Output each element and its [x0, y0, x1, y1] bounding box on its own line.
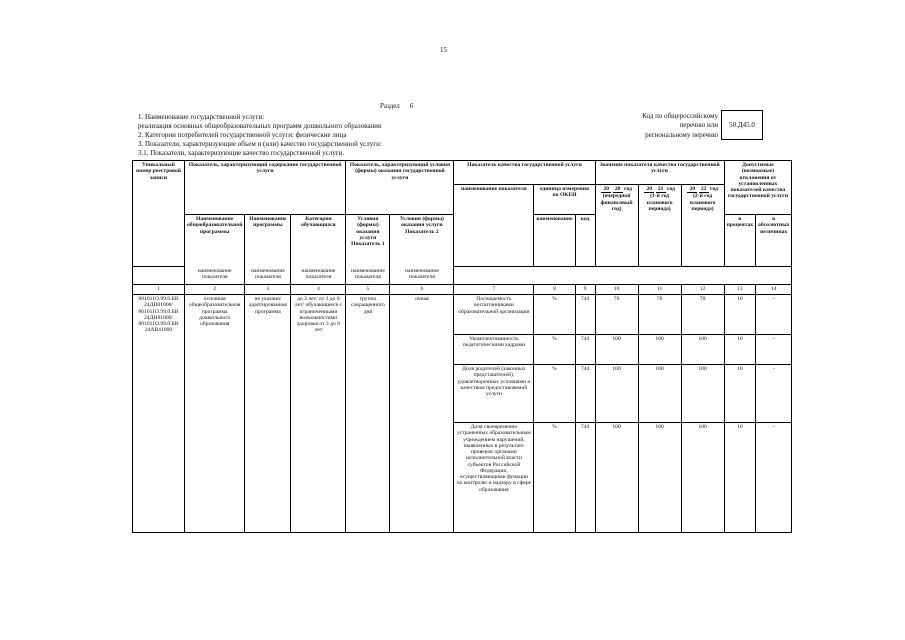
- unit: %: [534, 423, 575, 533]
- form-value: очная: [390, 295, 454, 533]
- value-year-1: 100: [595, 335, 638, 365]
- unit: %: [534, 335, 575, 365]
- column-number: 9: [575, 285, 595, 295]
- category-value: до 3 лет/ от 3 до 8 лет/ обучающиеся с ограниченными возможностями здоровья от 3 до 8 лет: [291, 295, 346, 533]
- value-year-2: 100: [638, 335, 681, 365]
- page-number: 15: [440, 46, 447, 54]
- header-quality-values: Значение показателя качества государственной услуги: [595, 161, 724, 185]
- value-year-1: 70: [595, 295, 638, 335]
- quality-indicators-heading: 3.1. Показатели, характеризующие качество государственной услуги.: [138, 149, 345, 157]
- indicators-heading: 3. Показатели, характеризующие объем и (или) качество государственной услуги:: [138, 140, 382, 148]
- header-content-indicator: Показатель, характеризующий содержание государственной услуги: [185, 161, 346, 215]
- unit: %: [534, 365, 575, 423]
- value-year-2: 100: [638, 365, 681, 423]
- unit: %: [534, 295, 575, 335]
- header-condition-indicator: Показатель, характеризующий условия (формы) оказания государственной услуги: [346, 161, 454, 215]
- header-percent: в процентах: [724, 215, 755, 267]
- indicator-name-label-3: наименование показателя: [245, 267, 291, 285]
- column-number: 7: [454, 285, 534, 295]
- header-year-2: 20 21 год (1-й год планового периода): [638, 185, 681, 267]
- value-year-3: 70: [681, 295, 724, 335]
- service-name-label: 1. Наименование государственной услуги:: [138, 113, 265, 121]
- deviation-absolute: -: [756, 365, 792, 423]
- indicator-name-label-2: наименование показателя: [185, 267, 245, 285]
- value-year-3: 100: [681, 335, 724, 365]
- program-name-value: не указано/ адаптированная программа: [245, 295, 291, 533]
- value-year-3: 100: [681, 365, 724, 423]
- section-label: Раздел: [380, 102, 400, 110]
- header-year-1: 20 20 год (очередной финансовый год): [595, 185, 638, 267]
- registry-code-box: 50.Д45.0: [721, 110, 763, 140]
- header-indicator-name: наименование показателя: [454, 185, 534, 267]
- column-number: 5: [346, 285, 390, 295]
- value-year-2: 100: [638, 423, 681, 533]
- unit-code: 744: [575, 295, 595, 335]
- unit-code: 744: [575, 365, 595, 423]
- registry-codes: 801011О.99.0.БВ 24ДП01000/ 801011О.99.0.БВ 24ДН81000/ 801011О.99.0.БВ 24АВ41000: [133, 295, 185, 533]
- column-number: 12: [681, 285, 724, 295]
- header-year-3: 20 22 год (2-й год планового периода): [681, 185, 724, 267]
- deviation-absolute: -: [756, 295, 792, 335]
- indicator-name: Доля своевременно устраненных образовательным учреждением нарушений, выявленных в результате проверок органами исполнительной власти субъектов Российской Федерации, осуществляющими функции по контролю и надзору в сфере образования: [454, 423, 534, 533]
- header-form-1: Условия (формы) оказания услуги Показатель 1: [346, 215, 390, 267]
- deviation-percent: 10: [724, 295, 755, 335]
- deviation-absolute: -: [756, 335, 792, 365]
- code-label-3: региональному перечню: [645, 131, 718, 139]
- column-number: 11: [638, 285, 681, 295]
- header-program-name: Наименование общеобразовательной программы: [185, 215, 245, 267]
- deviation-percent: 10: [724, 365, 755, 423]
- value-year-1: 100: [595, 423, 638, 533]
- header-unit-code: код: [575, 215, 595, 267]
- deviation-absolute: -: [756, 423, 792, 533]
- unit-code: 744: [575, 335, 595, 365]
- code-label-1: Код по общероссийскому: [642, 112, 718, 120]
- header-unit: единица измерения по ОКЕИ: [534, 185, 595, 215]
- code-label-2: перечню или: [679, 121, 718, 129]
- header-absolute: в абсолютных величинах: [756, 215, 792, 267]
- value-year-1: 100: [595, 365, 638, 423]
- indicator-name: Доля родителей (законных представителей), удовлетворенных условиями и качеством предоставляемой услуги: [454, 365, 534, 423]
- column-number: 6: [390, 285, 454, 295]
- column-number: 4: [291, 285, 346, 295]
- indicator-name-label-4: наименование показателя: [291, 267, 346, 285]
- unit-code: 744: [575, 423, 595, 533]
- header-unit-name: наименование: [534, 215, 575, 267]
- indicator-name: Укомплектованность педагогическими кадрами: [454, 335, 534, 365]
- header-category: Категория обучающихся: [291, 215, 346, 267]
- deviation-percent: 10: [724, 335, 755, 365]
- column-number: 10: [595, 285, 638, 295]
- section-number: 6: [409, 102, 414, 110]
- deviation-percent: 10: [724, 423, 755, 533]
- service-name: реализация основных общеобразовательных программ дошкольного образования: [138, 122, 382, 130]
- column-number: 8: [534, 285, 575, 295]
- column-number: 2: [185, 285, 245, 295]
- indicator-name-label-6: наименование показателя: [390, 267, 454, 285]
- column-number: 14: [756, 285, 792, 295]
- header-spacer-right: [454, 267, 792, 285]
- value-year-2: 70: [638, 295, 681, 335]
- consumer-category: 2. Категории потребителей государственной услуги: физические лица: [138, 131, 347, 139]
- table-row: [133, 295, 792, 335]
- section-heading: [380, 102, 413, 110]
- header-form-2: Условия (формы) оказания услуги Показатель 2: [390, 215, 454, 267]
- column-number: 1: [133, 285, 185, 295]
- indicator-name: Посещаемость воспитанниками образовательной организации: [454, 295, 534, 335]
- column-number: 13: [724, 285, 755, 295]
- column-number: 3: [245, 285, 291, 295]
- indicator-name-label-5: наименование показателя: [346, 267, 390, 285]
- header-program: Наименование программы: [245, 215, 291, 267]
- group-value: группа сокращенного дня: [346, 295, 390, 533]
- quality-indicators-table: [132, 160, 792, 533]
- program-value: основная общеобразовательная программа дошкольного образования: [185, 295, 245, 533]
- header-deviations: Допустимые (возможные) отклонения от установленных показателей качества государственной услуги: [724, 161, 792, 215]
- header-registry-number: Уникальный номер реестровой записи: [133, 161, 185, 267]
- header-spacer: [133, 267, 185, 285]
- value-year-3: 100: [681, 423, 724, 533]
- header-quality-indicator: Показатель качества государственной услуги: [454, 161, 595, 185]
